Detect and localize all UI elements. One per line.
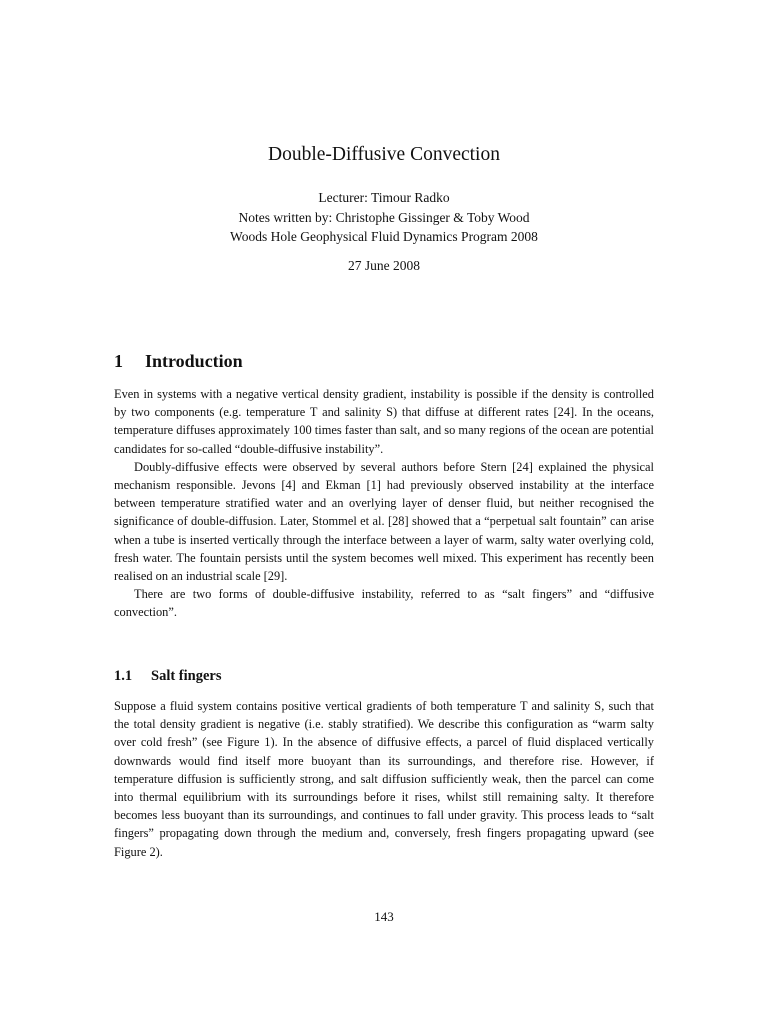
intro-paragraph-3: There are two forms of double-diffusive instability, referred to as “salt fingers” and “diffusive convection”. [114, 587, 654, 620]
subsection-number: 1.1 [114, 668, 133, 684]
salt-fingers-paragraph-1: Suppose a fluid system contains positive vertical gradients of both temperature T and salinity S, such that the total density gradient is negative (i.e. stably stratified). We describe this configuration as “warm salty over cold fresh” (see Figure 1). In the absence of diffusive effects, a parcel of fluid displaced vertically downwards would find itself more buoyant than its surroundings, and therefore rise. However, if temperature diffusion is sufficiently strong, and salt diffusion sufficiently weak, then the parcel can come into thermal equilibrium with its surroundings before it rises, whilst still remaining salty. It therefore becomes less buoyant than its surroundings, and continues to fall under gravity. This process leads to “salt fingers” propagating down through the medium and, conversely, fresh fingers propagating upward (see Figure 2). [114, 699, 654, 859]
author-block [0, 188, 768, 247]
lecturer-line: Lecturer: Timour Radko [318, 190, 450, 205]
notes-authors-line: Notes written by: Christophe Gissinger & Toby Wood [238, 209, 530, 225]
section-heading-introduction [114, 351, 243, 372]
section-title: Introduction [145, 351, 243, 371]
intro-paragraph-1: Even in systems with a negative vertical density gradient, instability is possible if the density is controlled by two components (e.g. temperature T and salinity S) that diffuse at different rates [24]. In the oceans, temperature diffuses approximately 100 times faster than salt, and so many regions of the ocean are potential candidates for so-called “double-diffusive instability”. [114, 387, 654, 456]
intro-paragraph-2: Doubly-diffusive effects were observed by several authors before Stern [24] explained the physical mechanism responsible. Jevons [4] and Ekman [1] had previously observed instability at the interface between temperature stratified water and an overlying layer of denser fluid, but neither recognised the significance of double-diffusion. Later, Stommel et al. [28] showed that a “perpetual salt fountain” can arise when a tube is inserted vertically through the interface between a layer of warm, salty water overlying cold, fresh water. The fountain persists until the system becomes well mixed. This experiment has recently been realised on an industrial scale [29]. [114, 459, 654, 584]
salt-fingers-body [114, 697, 654, 861]
introduction-body [114, 385, 654, 622]
page-number: 143 [374, 909, 394, 924]
section-number: 1 [114, 351, 123, 371]
program-line: Woods Hole Geophysical Fluid Dynamics Program 2008 [230, 229, 538, 244]
paper-title: Double-Diffusive Convection [268, 144, 500, 165]
subsection-title: Salt fingers [151, 668, 222, 684]
paper-date: 27 June 2008 [348, 258, 420, 273]
subsection-heading-salt-fingers [114, 668, 221, 685]
